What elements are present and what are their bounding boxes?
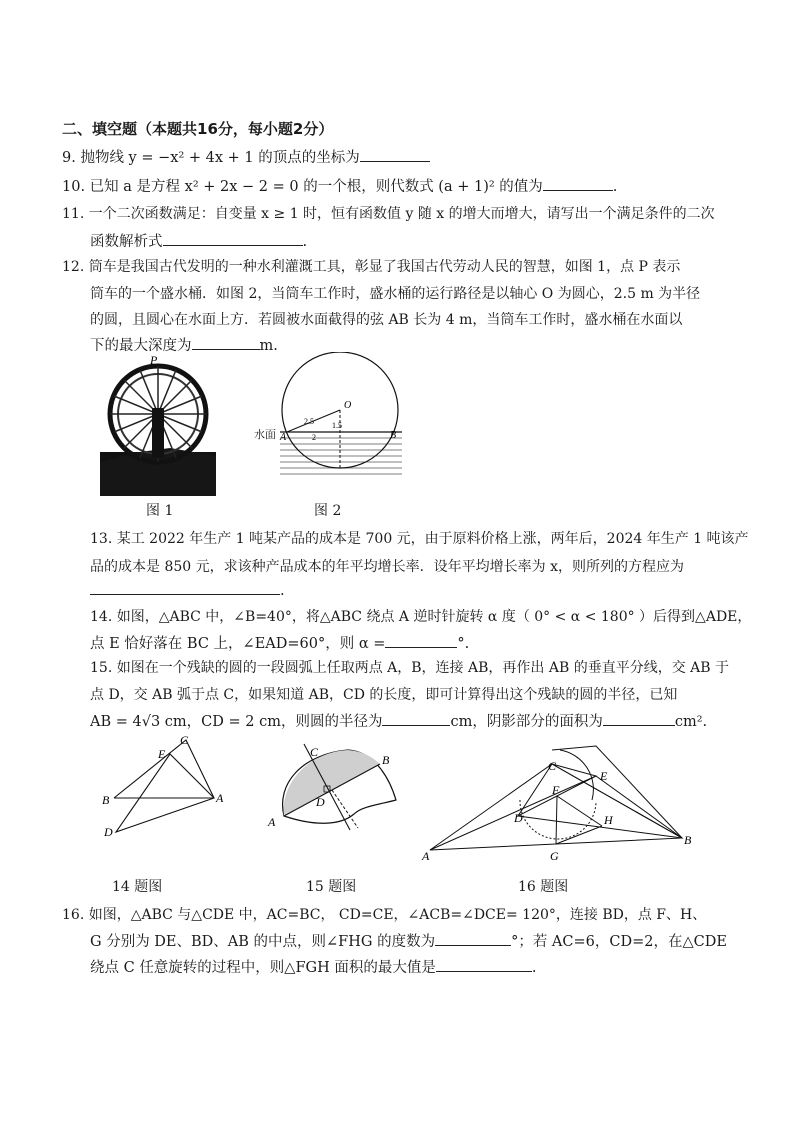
q15-text-c: cm². — [674, 714, 708, 730]
fig14-label-c: C — [180, 733, 189, 747]
fig2-label-a: A — [280, 432, 287, 443]
fig14-label-d: D — [104, 825, 113, 839]
q10-text: 10. 已知 a 是方程 x² + 2x − 2 = 0 的一个根，则代数式 (a + 1)² 的值为 — [62, 179, 543, 195]
figure-14-diagram — [100, 732, 230, 842]
q15-area-blank[interactable] — [603, 711, 675, 726]
q12-unit: m. — [259, 338, 278, 354]
q16-text-b: °；若 AC=6，CD=2，在△CDE — [511, 934, 727, 950]
fig16-label-h: H — [604, 813, 613, 827]
figure-15-diagram — [262, 734, 412, 854]
section-title: 二、填空题（本题共16分，每小题2分） — [62, 120, 334, 138]
wheel-post — [152, 408, 164, 458]
segment-cb — [552, 764, 682, 838]
q11-end: . — [302, 234, 308, 250]
fig16-label-f: F — [552, 783, 560, 797]
question-14-line1: 14. 如图，△ABC 中，∠B=40°，将△ABC 绕点 A 逆时针旋转 α 度（ 0° < α < 180° ）后得到△ADE， — [90, 609, 752, 625]
fig16-label-b: B — [684, 833, 692, 847]
question-9 — [62, 146, 430, 167]
segment-hg — [556, 826, 602, 844]
fig14-label-e: E — [158, 747, 166, 761]
segment-eb — [596, 776, 682, 838]
q12-answer-blank[interactable] — [192, 335, 260, 350]
fig16-label-g: G — [550, 849, 559, 863]
fig15-caption: 15 题图 — [306, 879, 357, 895]
question-16-line2 — [90, 930, 727, 951]
question-13-line1: 13. 某工 2022 年生产 1 吨某产品的成本是 700 元，由于原料价格上涨，两年后，2024 年生产 1 吨该产 — [90, 531, 749, 547]
figure-2-diagram — [252, 352, 404, 492]
fig2-mark-3: 2 — [312, 433, 316, 442]
fig1-label-p: P — [150, 353, 158, 367]
fig14-label-a: A — [216, 791, 224, 805]
question-16-line1: 16. 如图，△ABC 与△CDE 中，AC=BC， CD=CE，∠ACB=∠DCE= 120°，连接 BD，点 F、H、 — [62, 907, 707, 923]
q15-text-a: AB = 4√3 cm，CD = 2 cm，则圆的半径为 — [90, 714, 383, 730]
fig16-label-d: D — [514, 811, 523, 825]
question-12-line3: 的圆，且圆心在水面上方．若圆被水面截得的弦 AB 长为 4 m，当筒车工作时，盛水桶在水面以 — [90, 312, 683, 328]
q12-text: 下的最大深度为 — [90, 338, 192, 354]
shaded-region — [284, 750, 381, 816]
q11-answer-blank[interactable] — [163, 231, 303, 246]
figure-16-diagram — [420, 740, 700, 865]
q10-end: . — [612, 179, 618, 195]
fig2-mark-2: 1.5 — [332, 421, 342, 430]
q16-area-blank[interactable] — [436, 957, 532, 972]
fig15-label-b: B — [382, 753, 390, 767]
fig2-label-b: B — [390, 430, 397, 441]
q11-text: 函数解析式 — [90, 234, 163, 250]
q13-answer-blank[interactable] — [90, 580, 280, 595]
water-hatch — [280, 438, 402, 474]
question-15-line1: 15. 如图在一个残缺的圆的一段圆弧上任取两点 A，B，连接 AB，再作出 AB 的垂直平分线，交 AB 于 — [90, 660, 730, 676]
question-12-line1: 12. 筒车是我国古代发明的一种水利灌溉工具，彰显了我国古代劳动人民的智慧，如图 1，点 P 表示 — [62, 259, 681, 275]
fig15-label-c: C — [310, 745, 319, 759]
q9-text: 9. 抛物线 y = −x² + 4x + 1 的顶点的坐标为 — [62, 150, 360, 166]
triangle-ade — [116, 754, 214, 832]
question-13-line2: 品的成本是 850 元，求该种产品成本的年平均增长率．设年平均增长率为 x，则所列的方程应为 — [90, 559, 684, 575]
q16-end: . — [531, 960, 537, 976]
question-14-line2 — [90, 632, 469, 653]
fig2-mark-1: 2.5 — [304, 417, 314, 426]
q14-end: °. — [457, 636, 470, 652]
fig16-label-c: C — [548, 759, 557, 773]
q10-answer-blank[interactable] — [543, 176, 613, 191]
rotation-arc-2 — [560, 750, 593, 800]
question-12-line2: 筒车的一个盛水桶．如图 2，当筒车工作时，盛水桶的运行路径是以轴心 O 为圆心，2.5 m 为半径 — [90, 286, 701, 302]
question-11-line1: 11. 一个二次函数满足：自变量 x ≥ 1 时，恒有函数值 y 随 x 的增大而增大，请写出一个满足条件的二次 — [62, 206, 715, 222]
q15-text-b: cm，阴影部分的面积为 — [450, 714, 603, 730]
fig14-caption: 14 题图 — [112, 879, 163, 895]
question-11-line2 — [90, 230, 307, 251]
segment-ae — [430, 776, 596, 850]
fig16-label-e: E — [600, 769, 608, 783]
fig2-label-o: O — [344, 400, 352, 411]
question-15-line2: 点 D，交 AB 弧于点 C，如果知道 AB，CD 的长度，即可计算得出这个残缺的圆的半径，已知 — [90, 687, 678, 703]
question-10 — [62, 175, 617, 196]
question-15-line3 — [90, 710, 707, 731]
question-13-line3 — [90, 580, 285, 599]
q14-answer-blank[interactable] — [385, 633, 457, 648]
fig15-label-a: A — [268, 815, 276, 829]
q13-end: . — [280, 583, 285, 599]
q16-angle-blank[interactable] — [435, 931, 511, 946]
fig2-water-label: 水面 — [254, 428, 276, 441]
question-16-line3 — [90, 956, 536, 977]
fig1-caption: 图 1 — [146, 503, 174, 519]
segment-fh — [557, 796, 602, 826]
fig14-label-b: B — [102, 793, 110, 807]
fig2-caption: 图 2 — [314, 503, 342, 519]
q16-text-a: G 分别为 DE、BD、AB 的中点，则∠FHG 的度数为 — [90, 934, 436, 950]
fig16-label-a: A — [422, 849, 430, 863]
q9-answer-blank[interactable] — [360, 147, 430, 162]
q16-text-c: 绕点 C 任意旋转的过程中，则△FGH 面积的最大值是 — [90, 960, 436, 976]
q14-text: 点 E 恰好落在 BC 上，∠EAD=60°，则 α = — [90, 636, 386, 652]
segment-fg — [556, 796, 557, 844]
q15-radius-blank[interactable] — [382, 711, 450, 726]
fig15-label-d: D — [316, 795, 325, 809]
fig16-caption: 16 题图 — [518, 879, 569, 895]
figure-1-water-wheel — [100, 352, 216, 496]
